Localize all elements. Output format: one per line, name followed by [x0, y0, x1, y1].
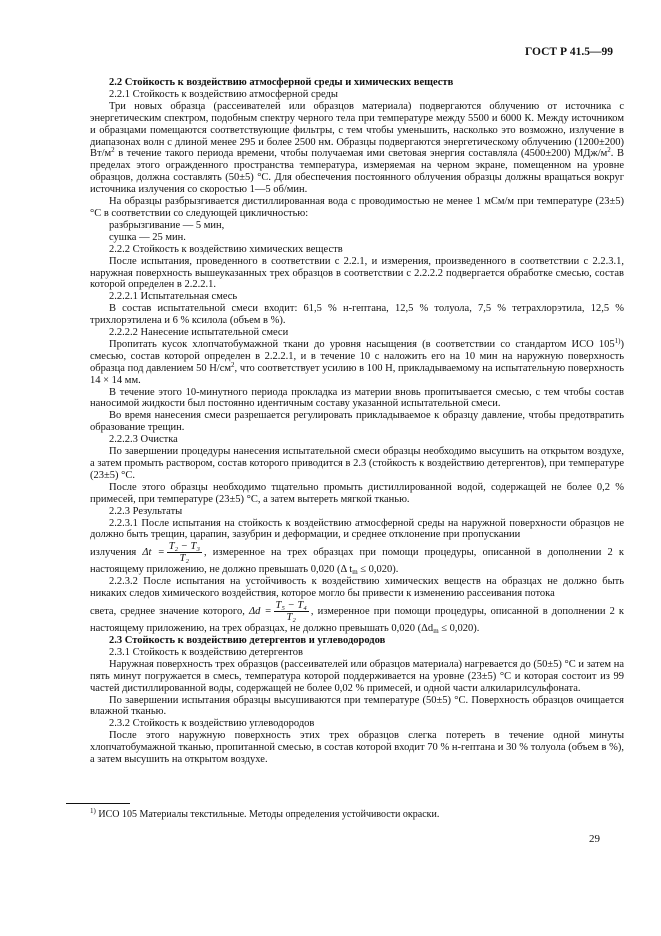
paragraph: В состав испытательной смеси входит: 61,5 % н-гептана, 12,5 % толуола, 7,5 % тетрахлорэтила, 12,5 % трихлорэтилена и 6 % ксилола (объем в %). [90, 303, 624, 327]
section-heading: 2.3 Стойкость к воздействию детергентов и углеводородов [109, 634, 386, 646]
paragraph: По завершении испытания образцы высушиваются при температуре (50±5) °С. Поверхность образцов очищается влажной тканью. [90, 694, 624, 718]
fraction-dt: $\frac{\text{T₂ − T₃}}{\text{T₂}}$ [168, 541, 201, 565]
paragraph: 2.2.3.2 После испытания на устойчивость к воздействию химических веществ на образцах не должно быть никаких следов химического воздействия, которое могло бы привести к изменению рассеивания потока [90, 576, 624, 600]
formula-lhs: Δd = [248, 605, 272, 617]
subsection-heading: 2.3.2 Стойкость к воздействию углеводородов [109, 718, 315, 730]
subsection-heading: 2.3.1 Стойкость к воздействию детергентов [109, 646, 303, 658]
footnote-reference: 1) [614, 336, 621, 345]
paragraph: Наружная поверхность трех образцов (рассеивателей или образцов материала) нагревается до (50±5) °С и затем на пять минут погружается в смесь, температура которой поддерживается на уровне (23±5) °С и которая состоит из 99 частей дистиллированной воды, содержащей не более 0,02 % примесей, и одной части алкиларилсульфоната. [90, 658, 624, 694]
subsection-heading: 2.2.1 Стойкость к воздействию атмосферной среды [109, 88, 338, 100]
subsection-heading: 2.2.2.3 Очистка [109, 434, 178, 446]
document-standard-code: ГОСТ Р 41.5—99 [525, 46, 613, 58]
section-heading: 2.2 Стойкость к воздействию атмосферной среды и химических веществ [109, 77, 454, 88]
paragraph: На образцы разбрызгивается дистиллированная вода с проводимостью не менее 1 мСм/м при температуре (23±5) °С в соответствии со следующей цикличностью: [90, 196, 624, 219]
paragraph: Три новых образца (рассеивателей или образцов материала) подвергаются облучению от источника с энергетическим спектром, подобным спектру черного тела при температуре между 5500 и 6000 К. Между источником и образцами помещаются соответствующие фильтры, с тем чтобы уменьшить, насколько это возможно, излучение в диапазонах волн с длиной менее 295 и более 2500 нм. Образцы подвергаются энергетическому облучению (1200±200) $Вт/м^2$ в течение такого периода времени, чтобы получаемая ими световая энергия составляла (4500±200) МДж/$м^2$. В пределах этого огражденного пространства температура, измеряемая на черном экране, помещенном на уровне образцов, должна составлять (50±5) °С. Для обеспечения постоянного облучения образцы должны вращаться вокруг источника излучения со скоростью 1—5 об/мин. [90, 100, 624, 196]
paragraph: Пропитать кусок хлопчатобумажной ткани до уровня насыщения (в соответствии со стандартом ИСО 105$^{1)}$) смесью, состав которой определен в 2.2.2.1, и в течение 10 с наложить его на 10 мин на наружную поверхность образца под давлением 50 $Н/см^2$, что соответствует усилию в 100 Н, прикладываемому на испытательную поверхность 14 × 14 мм. [90, 336, 624, 386]
paragraph: Во время нанесения смеси разрешается регулировать прикладываемое к образцу давление, чтобы предотвратить образование трещин. [90, 410, 624, 434]
footnote-divider [66, 803, 130, 804]
subsection-heading: 2.2.2 Стойкость к воздействию химических веществ [109, 243, 343, 255]
formula-paragraph-dt: излучения Δt = $\frac{\text{T₂ − T₃}}{\text{T₂}}$ , измеренное на трех образцах при помощи процедуры, описанной в дополнении 2 к настоящему приложению, не должно превышать 0,020 (Δ $t_m \le 0,020$). [90, 541, 625, 577]
formula-paragraph-dd: света, среднее значение которого, Δd = $\frac{\text{T₅ − T₄}}{\text{T₂}}$ , измеренное при помощи процедуры, описанной в дополнении 2 к настоящему приложению, на трех образцах, не должно превышать 0,020 $(\Delta d_m \le 0,020)$. [90, 600, 625, 636]
subsection-heading: 2.2.3 Результаты [109, 505, 183, 517]
paragraph: 2.2.3.1 После испытания на стойкость к воздействию атмосферной среды на наружной поверхности образцов не должно быть трещин, царапин, зазубрин и деформации, и среднее отклонение при пропускании [90, 517, 624, 541]
footnote: $^{1)}$ ИСО 105 Материалы текстильные. Методы определения устойчивости окраски. [90, 807, 440, 820]
subsection-heading: 2.2.2.2 Нанесение испытательной смеси [109, 327, 289, 339]
paragraph: После испытания, проведенного в соответствии с 2.2.1, и измерения, произведенного в соответствии с 2.2.3.1, наружная поверхность вышеуказанных трех образцов в соответствии с 2.2.2.2 подвергается обработке смесью, состав которой определен в 2.2.2.1. [90, 255, 624, 291]
list-item: разбрызгивание — 5 мин, [109, 219, 225, 231]
document-body [90, 77, 624, 766]
paragraph: После этого образцы необходимо тщательно промыть дистиллированной водой, содержащей не более 0,2 % примесей, при температуре (23±5) °С, а затем вытереть мягкой тканью. [90, 481, 624, 505]
paragraph: После этого наружную поверхность этих трех образцов слегка потереть в течение одной минуты хлопчатобумажной тканью, пропитанной смесью, в состав которой входит 70 % н-гептана и 30 % толуола (объем в %), а затем высушить на открытом воздухе. [90, 730, 624, 766]
fraction-dd: $\frac{\text{T₅ − T₄}}{\text{T₂}}$ [275, 600, 307, 624]
paragraph: В течение этого 10-минутного периода прокладка из материи вновь пропитывается смесью, с тем чтобы состав наносимой жидкости был постоянно идентичным составу указанной испытательной смеси. [90, 386, 624, 410]
footnote-mark: 1) [90, 807, 96, 815]
paragraph: По завершении процедуры нанесения испытательной смеси образцы необходимо высушить на открытом воздухе, а затем промыть раствором, состав которого приводится в 2.3 (стойкость к воздействию детергентов), при температуре (23±5) °С. [90, 446, 624, 481]
page-number: 29 [589, 833, 600, 845]
subsection-heading: 2.2.2.1 Испытательная смесь [109, 291, 238, 303]
formula-lhs: Δt = [142, 547, 165, 559]
list-item: сушка — 25 мин. [109, 231, 186, 243]
